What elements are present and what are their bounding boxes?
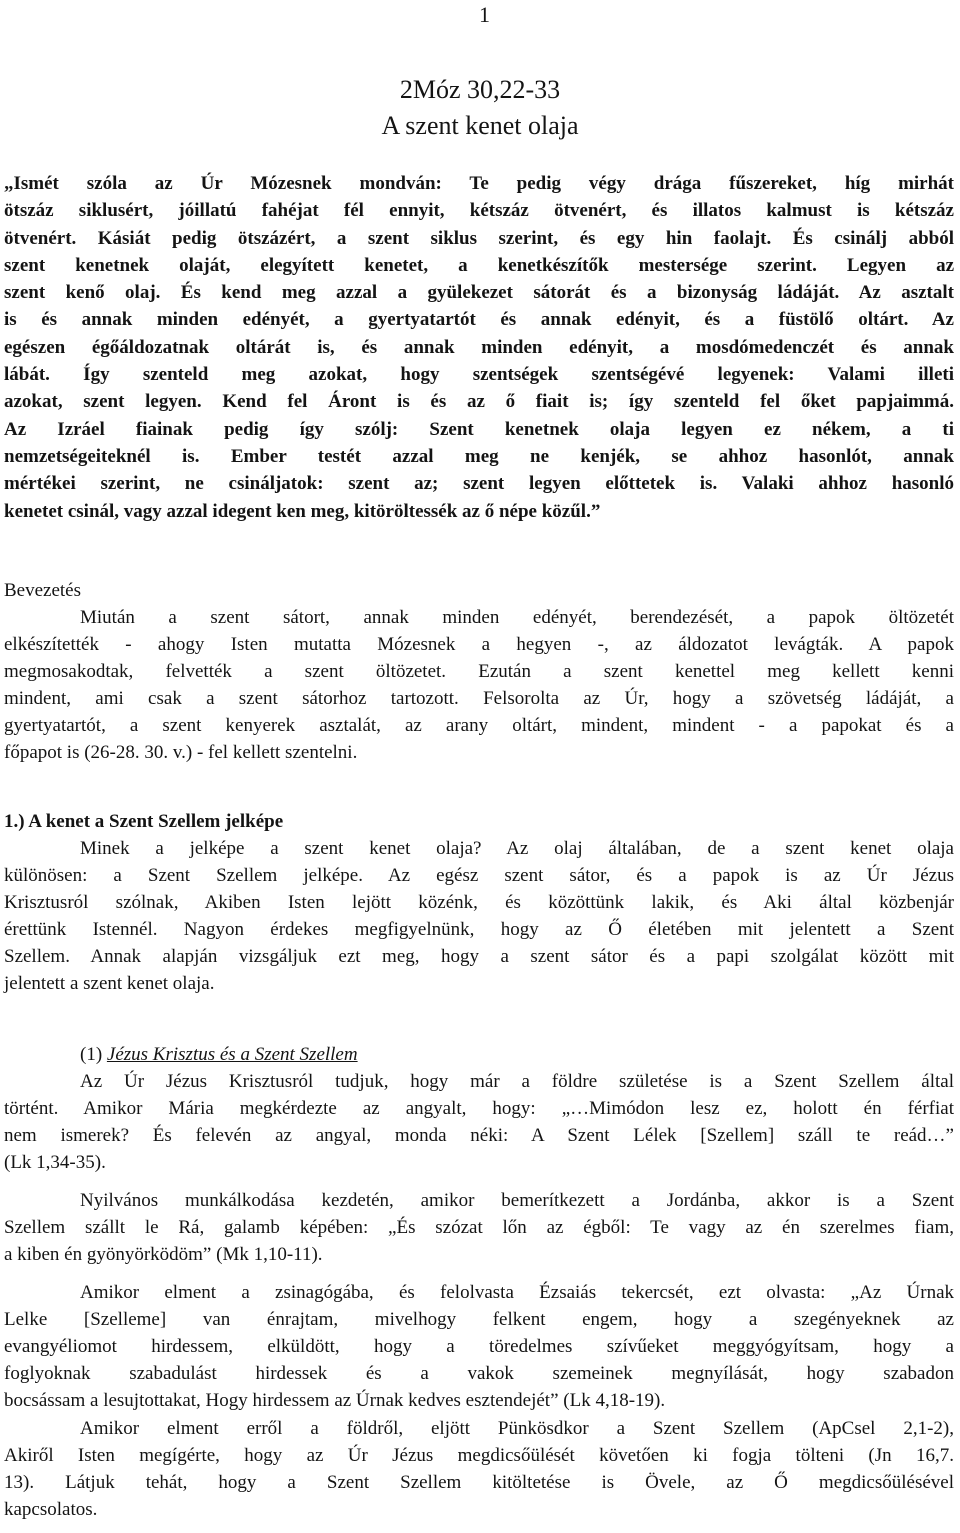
- paragraph-line: Nyilvános munkálkodása kezdetén, amikor bemerítkezett a Jordánba, akkor is a Szent: [80, 1190, 954, 1211]
- paragraph-line: (Lk 1,34-35).: [4, 1152, 106, 1174]
- paragraph-line: kapcsolatos.: [4, 1499, 98, 1521]
- scripture-line: egészen égőáldozatnak oltárát is, és annak minden edényit, a mosdómedenczét és annak: [4, 336, 954, 358]
- intro-heading: Bevezetés: [4, 580, 82, 601]
- paragraph-line: Minek a jelképe a szent kenet olaja? Az olaj általában, de a szent kenet olaja: [80, 838, 954, 859]
- subsection-number: (1): [80, 1044, 107, 1065]
- page-title: A szent kenet olaja: [381, 111, 579, 140]
- scripture-line: azokat, szent legyen. Kend fel Áront is és az ő fiait is; így szenteld fel őket papjaimmá.: [4, 391, 954, 413]
- paragraph-line: megmosakodtak, felvették a szent öltözetet. Ezután a szent kenettel meg kellett kenni: [4, 661, 954, 683]
- scripture-line: lábát. Így szenteld meg azokat, hogy szentségek szentségévé legyenek: Valami illeti: [4, 364, 954, 386]
- paragraph-line: gyertyatartót, a szent kenyerek asztalát, az arany oltárt, mindent, mindent - a papokat és a: [4, 715, 954, 737]
- scripture-line: kenetet csinál, vagy azzal idegent ken meg, kitöröltessék az ő népe közűl.”: [4, 500, 601, 522]
- scripture-line: is és annak minden edényét, a gyertyatartót és annak edényit, és a füstölő oltárt. Az: [4, 309, 954, 331]
- paragraph-line: Lelke [Szelleme] van énrajtam, mivelhogy felkent engem, hogy a szegényeknek az: [4, 1309, 954, 1331]
- scripture-line: ötszáz siklusért, jóillatú fahéjat fél ennyit, kétszáz ötvenért, és illatos kalmust is kétszáz: [4, 200, 954, 222]
- scripture-line: mértékei szerint, ne csináljatok: szent az; szent legyen előttetek is. Valaki ahhoz hasonló: [4, 473, 954, 495]
- paragraph-line: foglyoknak szabadulást hirdessek és a vakok szemeinek megnyílását, hogy szabadon: [4, 1363, 954, 1385]
- subsection-title: Jézus Krisztus és a Szent Szellem: [106, 1044, 358, 1065]
- scripture-reference-title: 2Móz 30,22-33: [399, 75, 561, 104]
- section-heading: 1.) A kenet a Szent Szellem jelképe: [4, 811, 284, 832]
- paragraph-line: jelentett a szent kenet olaja.: [4, 973, 215, 995]
- paragraph-line: 13). Látjuk tehát, hogy a Szent Szellem kitöltetése is Övele, az Ő megdicsőülésével: [4, 1472, 954, 1494]
- paragraph-line: Krisztusról szólnak, Akiben Isten lejött közénk, és közöttünk lakik, és Aki által közbenjár: [4, 892, 954, 914]
- scripture-line: szent kenő olaj. És kend meg azzal a gyülekezet sátorát és a bizonyság ládáját. Az asztalt: [4, 282, 954, 304]
- intro-paragraph: [4, 604, 954, 767]
- paragraph-line: Szellem. Annak alapján vizsgáljuk ezt meg, hogy a szent sátor és a papi szolgálat között mit: [4, 946, 954, 968]
- paragraph-birth: [4, 1068, 954, 1176]
- paragraph-line: evangyéliomot hirdessem, elküldött, hogy a töredelmes szívűeket meggyógyítsam, hogy a: [4, 1336, 954, 1358]
- scripture-line: szent kenetnek olaját, elegyített kenetet, a kenetkészítők mestersége szerint. Legyen az: [4, 254, 954, 276]
- scripture-line: Az Izráel fiainak pedig így szólj: Szent kenetnek olaja legyen ez nékem, a ti: [4, 418, 954, 440]
- subsection-heading: [80, 1041, 358, 1068]
- paragraph-pentecost: [4, 1415, 954, 1523]
- scripture-line: „Ismét szóla az Úr Mózesnek mondván: Te pedig végy drága fűszereket, híg mirhát: [4, 173, 954, 194]
- paragraph-line: főpapot is (26-28. 30. v.) - fel kellett szentelni.: [4, 742, 358, 764]
- paragraph-line: Szellem szállt le Rá, galamb képében: „És szózat lőn az égből: Te vagy az én szerelmes fiam,: [4, 1217, 954, 1239]
- scripture-quote: [4, 170, 954, 525]
- paragraph-line: mindent, ami csak a szent sátorhoz tartozott. Felsorolta az Úr, hogy a szövetség ládáját, a: [4, 688, 954, 710]
- paragraph-line: Miután a szent sátort, annak minden edényét, berendezését, a papok öltözetét: [80, 607, 954, 628]
- paragraph-line: Amikor elment erről a földről, eljött Pünkösdkor a Szent Szellem (ApCsel 2,1-2),: [80, 1418, 954, 1439]
- paragraph-line: érettünk Istennél. Nagyon érdekes megfigyelnünk, hogy az Ő életében mit jelentett a Szent: [4, 919, 954, 941]
- paragraph-line: különösen: a Szent Szellem jelképe. Az egész szent sátor, és a papok is az Úr Jézus: [4, 865, 954, 887]
- section1-paragraph: [4, 835, 954, 998]
- paragraph-line: elkészítették - ahogy Isten mutatta Mózesnek a hegyen -, az áldozatot levágták. A papok: [4, 634, 954, 656]
- paragraph-synagogue: [4, 1279, 954, 1414]
- paragraph-line: történt. Amikor Mária megkérdezte az angyalt, hogy: „…Mimódon lesz ez, holott én férfiat: [4, 1098, 954, 1120]
- paragraph-line: Az Úr Jézus Krisztusról tudjuk, hogy már a földre születése is a Szent Szellem által: [80, 1071, 954, 1092]
- paragraph-line: Amikor elment a zsinagógába, és felolvasta Ézsaiás tekercsét, ezt olvasta: „Az Úrnak: [80, 1282, 954, 1303]
- paragraph-line: bocsássam a lesujtottakat, Hogy hirdessem az Úrnak kedves esztendejét” (Lk 4,18-19).: [4, 1390, 666, 1412]
- paragraph-baptism: [4, 1187, 954, 1268]
- paragraph-line: Akiről Isten megígérte, hogy az Úr Jézus megdicsőülését követően ki fogja tölteni (Jn 16,7.: [4, 1445, 954, 1467]
- scripture-line: nemzetségeiteknél is. Ember testét azzal meg ne kenjék, se ahhoz hasonlót, annak: [4, 445, 954, 467]
- paragraph-line: nem ismerek? És felevén az angyal, monda néki: A Szent Lélek [Szellem] száll te reád…”: [4, 1125, 954, 1147]
- page-number: 1: [479, 2, 490, 27]
- paragraph-line: a kiben én gyönyörködöm” (Mk 1,10-11).: [4, 1244, 323, 1266]
- scripture-line: ötvenért. Kásiát pedig ötszázért, a szent siklus szerint, és egy hin faolajt. És csinálj abból: [4, 227, 954, 249]
